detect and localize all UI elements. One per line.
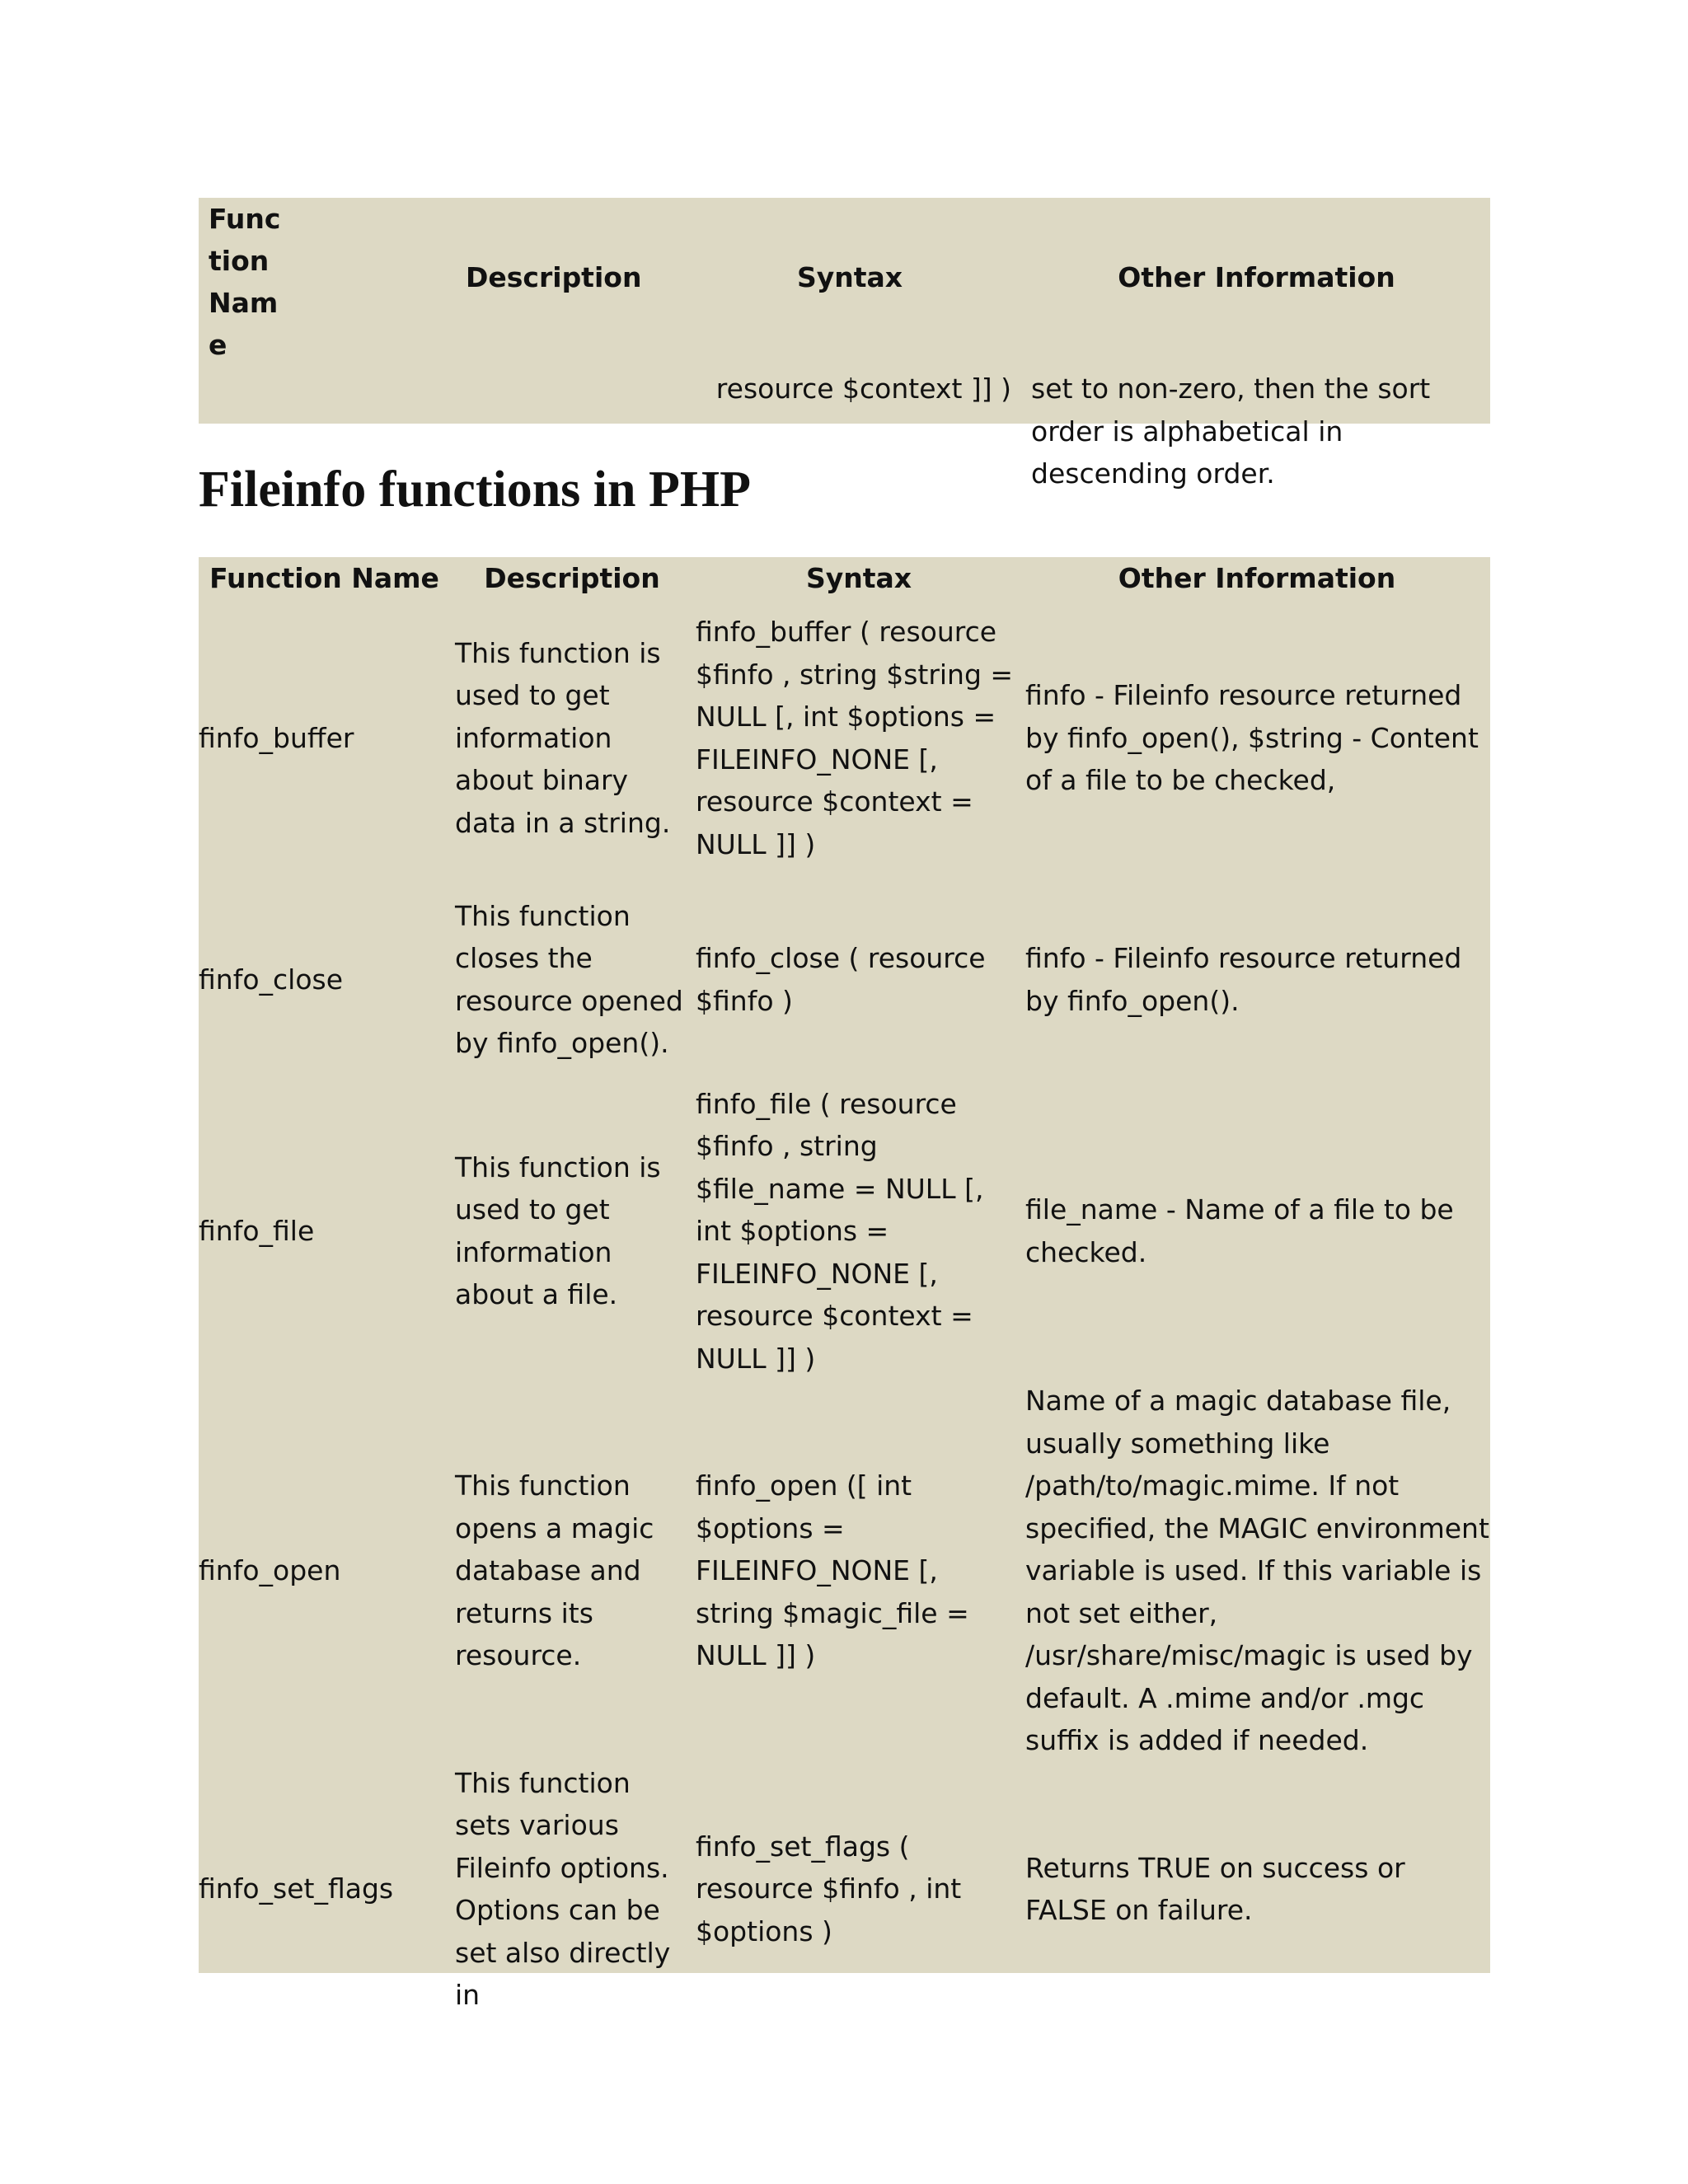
- cell-other-information: file_name - Name of a file to be checked.: [1025, 1193, 1454, 1268]
- table-row: [199, 1762, 1490, 2017]
- header-description: Description: [466, 261, 642, 294]
- cell-other-information: finfo - Fileinfo resource returned by finfo_open(), $string - Content of a file to be checked,: [1025, 679, 1479, 797]
- cell-description: This function sets various Fileinfo options. Options can be set also directly in: [455, 1766, 671, 2011]
- cell-other-information: finfo - Fileinfo resource returned by finfo_open().: [1025, 942, 1462, 1017]
- cell-syntax: finfo_close ( resource $finfo ): [696, 942, 986, 1017]
- cell-function-name: finfo_open: [199, 1554, 341, 1586]
- cell-other-information: Returns TRUE on success or FALSE on failure.: [1025, 1851, 1405, 1926]
- cell-syntax: resource $context ]] ): [715, 373, 1011, 405]
- header-function-name: Function Name: [209, 562, 439, 594]
- header-description: Description: [484, 562, 660, 594]
- cell-description: This function opens a magic database and returns its resource.: [455, 1469, 654, 1671]
- fileinfo-table-grid: [199, 557, 1490, 2017]
- table-row: [199, 1380, 1490, 1762]
- cell-function-name: finfo_buffer: [199, 721, 354, 754]
- table-row: [199, 1083, 1490, 1380]
- cell-function-name: finfo_set_flags: [199, 1872, 394, 1905]
- table-header-row: [199, 198, 1490, 366]
- header-function-name: Function Name: [209, 203, 281, 361]
- header-other-information: Other Information: [1118, 562, 1396, 594]
- header-other-information: Other Information: [1118, 261, 1395, 294]
- fileinfo-functions-table: [199, 557, 1490, 2011]
- header-syntax: Syntax: [805, 562, 912, 594]
- cell-function-name: finfo_file: [199, 1215, 315, 1247]
- cell-function-name: finfo_close: [199, 963, 344, 996]
- header-syntax: Syntax: [796, 261, 903, 294]
- cell-syntax: finfo_set_flags ( resource $finfo , int $options ): [696, 1830, 962, 1947]
- cell-description: This function closes the resource opened by finfo_open().: [455, 899, 683, 1059]
- table-row: [199, 600, 1490, 877]
- cell-description: This function is used to get information about binary data in a string.: [455, 636, 671, 839]
- cell-other-information: set to non-zero, then the sort order is alphabetical in descending order.: [1031, 373, 1431, 490]
- table-row: [199, 877, 1490, 1083]
- cell-syntax: finfo_open ([ int $options = FILEINFO_NONE [, string $magic_file = NULL ]] ): [696, 1469, 969, 1671]
- cell-description: This function is used to get information about a file.: [455, 1151, 661, 1311]
- cell-syntax: finfo_buffer ( resource $finfo , string $string = NULL [, int $options = FILEINFO_NONE [, resource $context = NULL ]] ): [696, 616, 1014, 860]
- table-header-row: [199, 557, 1490, 600]
- section-title: Fileinfo functions in PHP: [199, 462, 751, 518]
- cell-other-information: Name of a magic database file, usually something like /path/to/magic.mime. If not specified, the MAGIC environment variable is used. If this variable is not set either, /usr/share/misc/magic is used by default. A .mime and/or .mgc suffix is added if needed.: [1025, 1385, 1489, 1756]
- continuation-table-grid: [199, 198, 1490, 495]
- cell-syntax: finfo_file ( resource $finfo , string $file_name = NULL [, int $options = FILEINFO_NONE [, resource $context = NULL ]] ): [696, 1087, 984, 1375]
